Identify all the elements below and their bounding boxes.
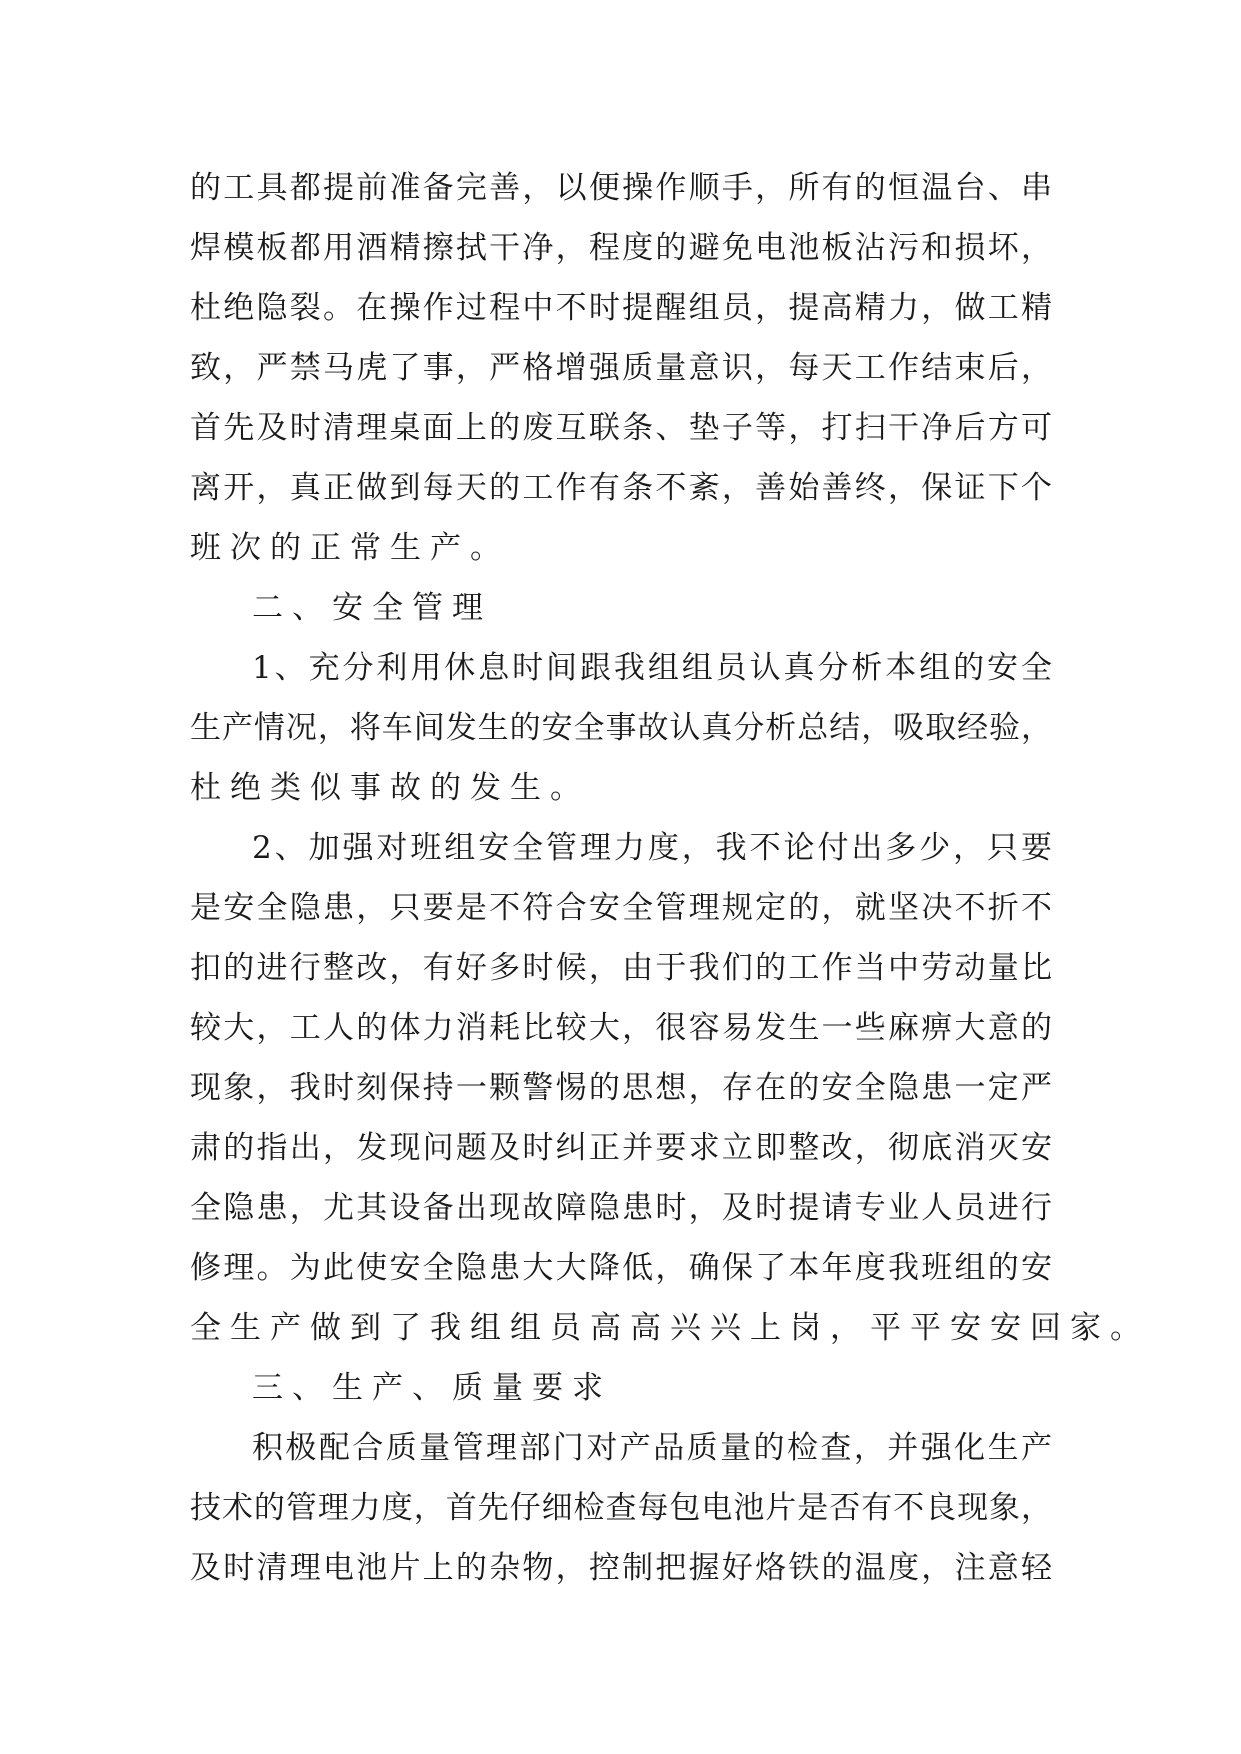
paragraph-line: 全生产做到了我组组员高高兴兴上岗，平平安安回家。: [190, 1310, 1150, 1346]
paragraph-line: 杜绝类似事故的发生。: [190, 770, 590, 806]
paragraph-line: 生产情况，将车间发生的安全事故认真分析总结，吸取经验，: [190, 710, 1052, 746]
paragraph-line: 技术的管理力度，首先仔细检查每包电池片是否有不良现象，: [190, 1490, 1052, 1526]
paragraph-line: 首先及时清理桌面上的废互联条、垫子等，打扫干净后方可: [190, 410, 1052, 446]
section-heading: 三、生产、质量要求: [252, 1370, 612, 1406]
paragraph-line: 焊模板都用酒精擦拭干净，程度的避免电池板沾污和损坏，: [190, 230, 1052, 266]
paragraph-line: 班次的正常生产。: [190, 530, 510, 566]
paragraph-line: 及时清理电池片上的杂物，控制把握好烙铁的温度，注意轻: [190, 1550, 1052, 1586]
paragraph-line: 肃的指出，发现问题及时纠正并要求立即整改，彻底消灭安: [190, 1130, 1052, 1166]
paragraph-line: 较大，工人的体力消耗比较大，很容易发生一些麻痹大意的: [190, 1010, 1052, 1046]
paragraph-line: 1、充分利用休息时间跟我组组员认真分析本组的安全: [252, 650, 1052, 686]
paragraph-line: 是安全隐患，只要是不符合安全管理规定的，就坚决不折不: [190, 890, 1052, 926]
paragraph-line: 全隐患，尤其设备出现故障隐患时，及时提请专业人员进行: [190, 1190, 1052, 1226]
paragraph-line: 现象，我时刻保持一颗警惕的思想，存在的安全隐患一定严: [190, 1070, 1052, 1106]
paragraph-line: 的工具都提前准备完善，以便操作顺手，所有的恒温台、串: [190, 170, 1052, 206]
document-body: [190, 158, 1150, 1598]
paragraph-line: 离开，真正做到每天的工作有条不紊，善始善终，保证下个: [190, 470, 1052, 506]
paragraph-line: 积极配合质量管理部门对产品质量的检查，并强化生产: [252, 1430, 1052, 1466]
paragraph-line: 致，严禁马虎了事，严格增强质量意识，每天工作结束后，: [190, 350, 1052, 386]
section-heading: 二、安全管理: [252, 590, 492, 626]
paragraph-line: 扣的进行整改，有好多时候，由于我们的工作当中劳动量比: [190, 950, 1052, 986]
paragraph-line: 修理。为此使安全隐患大大降低，确保了本年度我班组的安: [190, 1250, 1052, 1286]
paragraph-line: 2、加强对班组安全管理力度，我不论付出多少，只要: [252, 830, 1052, 866]
paragraph-line: 杜绝隐裂。在操作过程中不时提醒组员，提高精力，做工精: [190, 290, 1052, 326]
